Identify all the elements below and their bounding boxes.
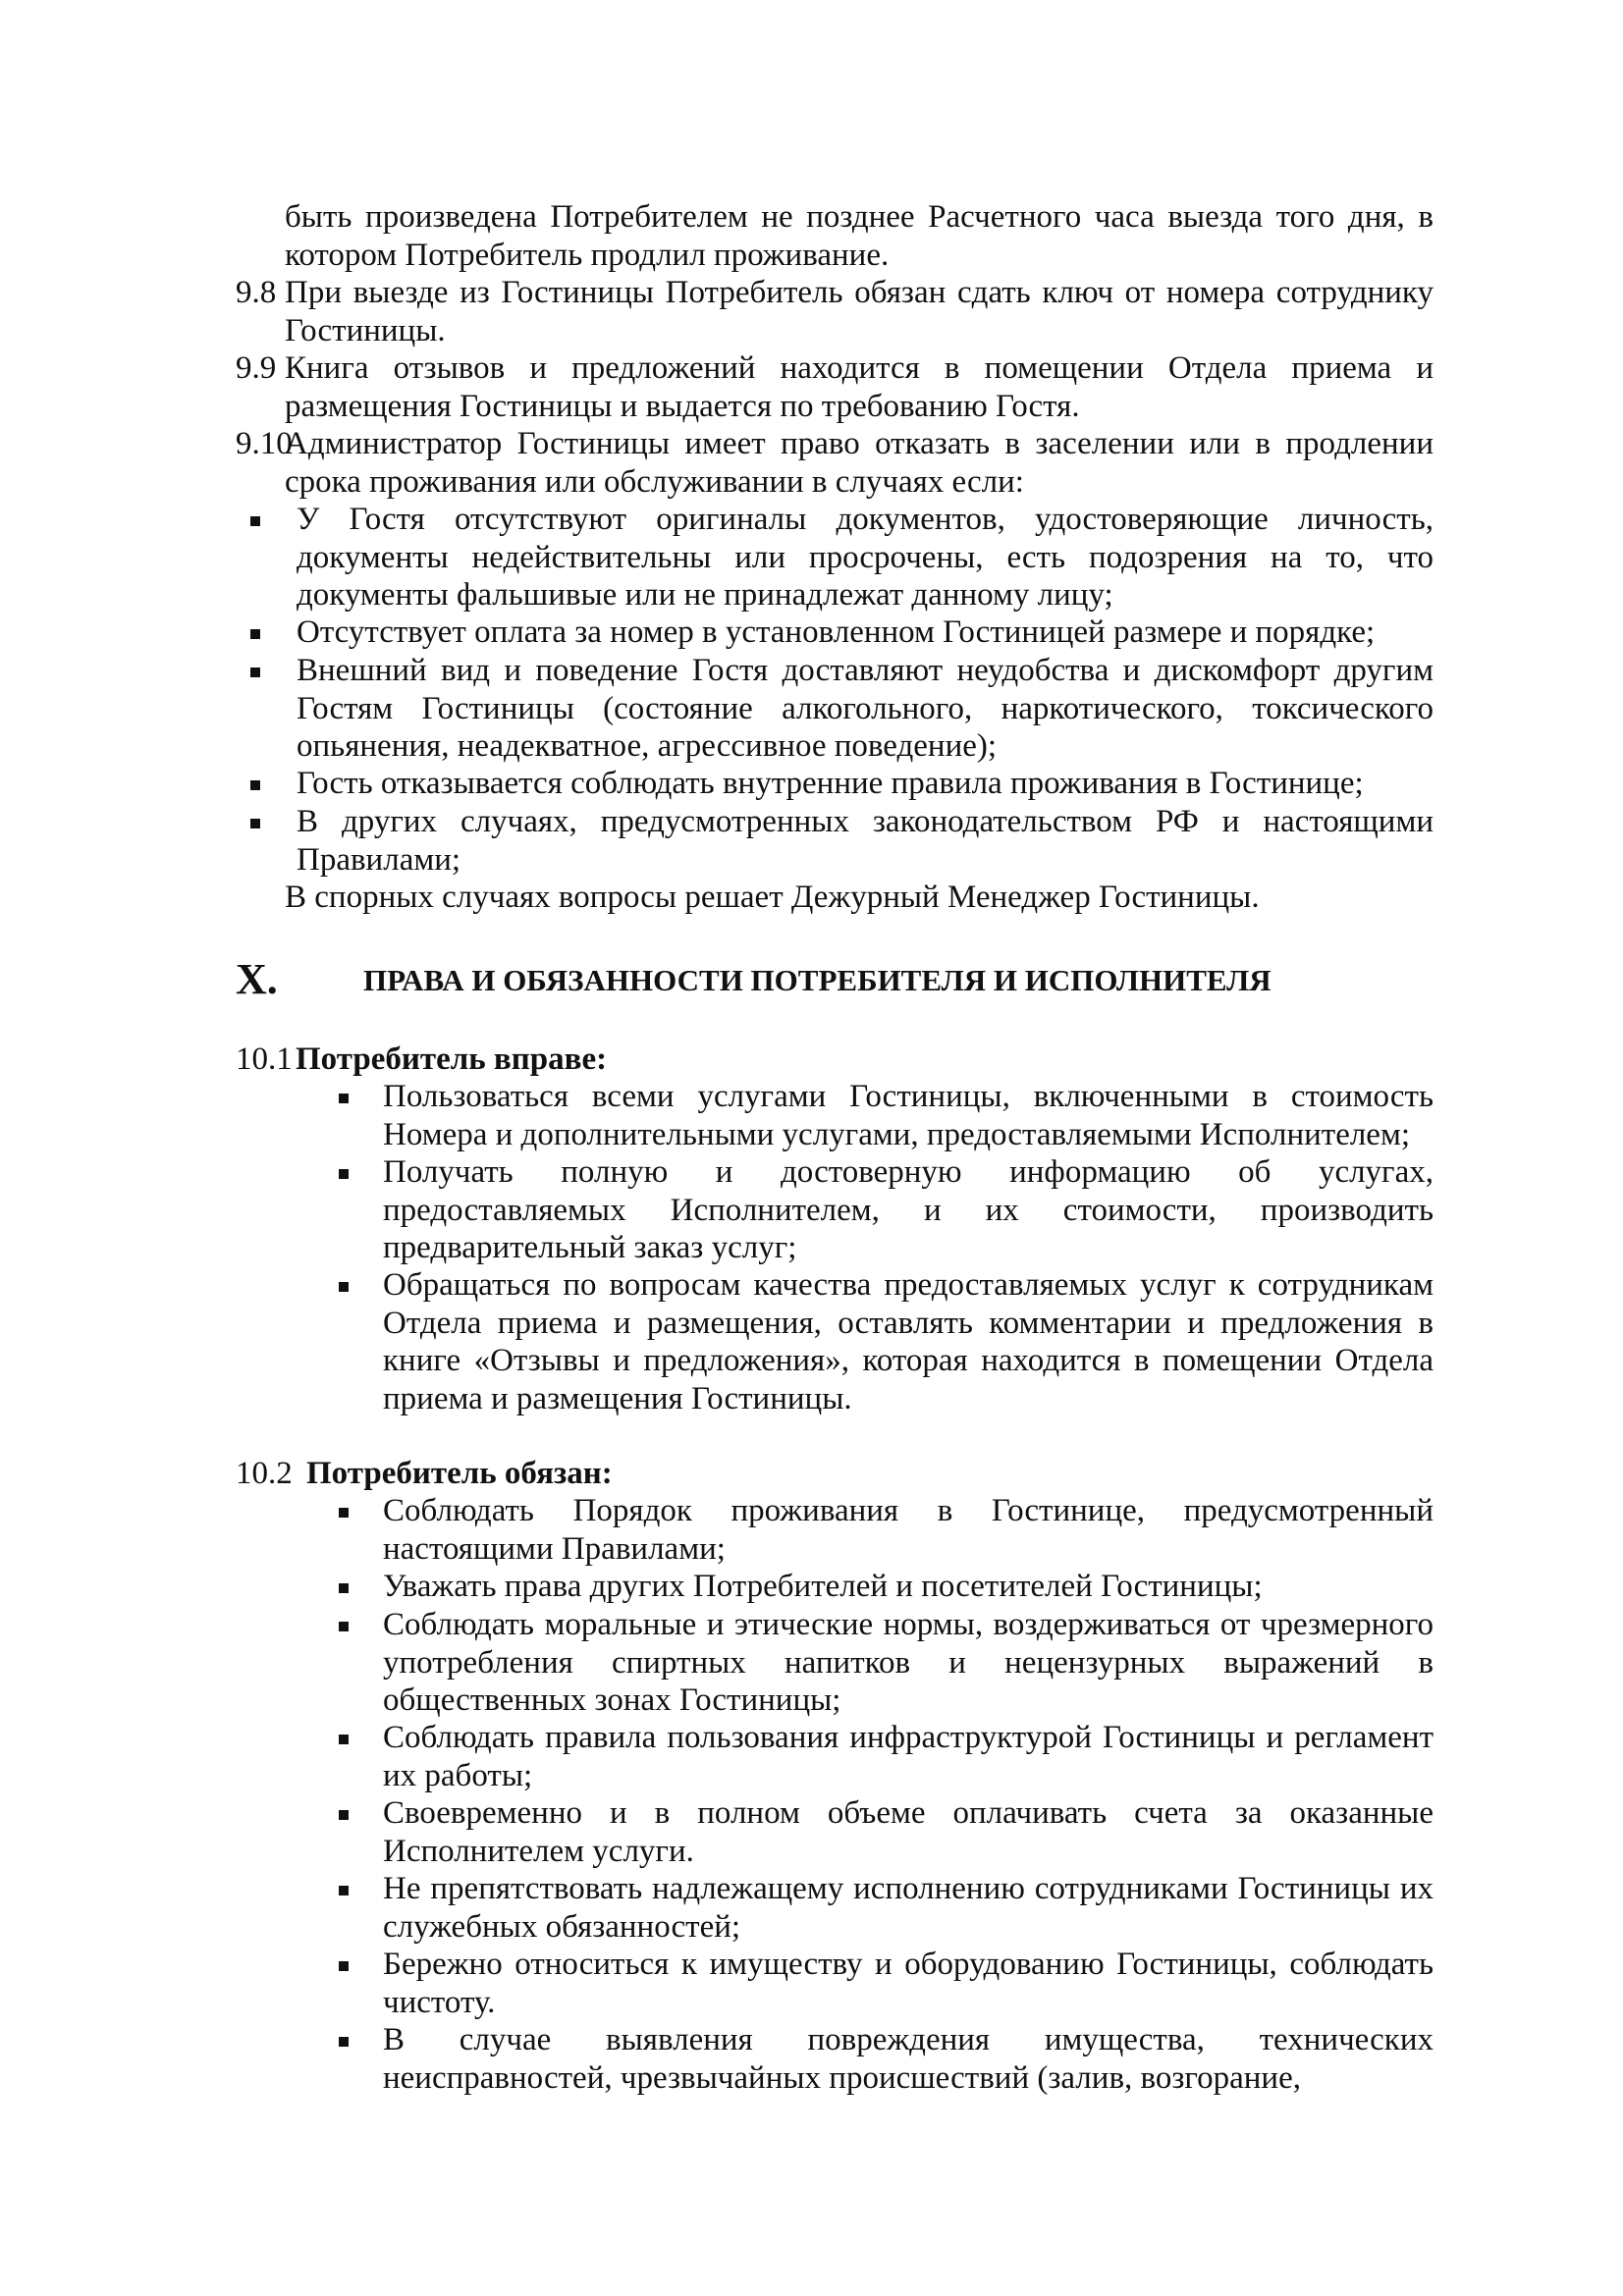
- item-number: 9.8: [236, 275, 277, 310]
- bullet-icon: [250, 516, 260, 526]
- list-item: Уважать права других Потребителей и посетителей Гостиницы;: [383, 1569, 1263, 1604]
- item-text: Книга отзывов и предложений находится в помещении Отдела приема и размещения Гостиницы и выдается по требованию Гостя.: [285, 350, 1434, 424]
- bullet-icon: [339, 1169, 349, 1179]
- bullet-icon: [250, 780, 260, 790]
- section-title: ПРАВА И ОБЯЗАННОСТИ ПОТРЕБИТЕЛЯ И ИСПОЛНИТЕЛЯ: [363, 963, 1271, 997]
- item-number: 10.2: [236, 1456, 293, 1491]
- bullet-icon: [339, 1735, 349, 1744]
- subsection-title: Потребитель обязан:: [306, 1456, 613, 1491]
- list-item: Пользоваться всеми услугами Гостиницы, включенными в стоимость Номера и дополнительными услугами, предоставляемыми Исполнителем;: [383, 1079, 1434, 1152]
- continuation-paragraph: быть произведена Потребителем не позднее Расчетного часа выезда того дня, в котором Потребитель продлил проживание.: [285, 199, 1434, 273]
- list-item: Обращаться по вопросам качества предоставляемых услуг к сотрудникам Отдела приема и размещения, оставлять комментарии и предложения в книге «Отзывы и предложения», которая находится в помещении Отдела приема и размещения Гостиницы.: [383, 1267, 1434, 1416]
- list-item: Соблюдать правила пользования инфраструктурой Гостиницы и регламент их работы;: [383, 1720, 1434, 1793]
- list-item: Внешний вид и поведение Гостя доставляют неудобства и дискомфорт другим Гостям Гостиницы (состояние алкогольного, наркотического, токсического опьянения, неадекватное, агрессивное поведение);: [297, 653, 1434, 764]
- bullet-icon: [339, 1508, 349, 1518]
- item-number: 10.1: [236, 1041, 293, 1077]
- list-item: В других случаях, предусмотренных законодательством РФ и настоящими Правилами;: [297, 804, 1434, 878]
- bullet-icon: [250, 667, 260, 677]
- bullet-icon: [250, 819, 260, 828]
- list-item: У Гостя отсутствуют оригиналы документов, удостоверяющие личность, документы недействительны или просрочены, есть подозрения на то, что документы фальшивые или не принадлежат данному лицу;: [297, 502, 1434, 613]
- item-number: 9.9: [236, 350, 277, 386]
- list-item: Гость отказывается соблюдать внутренние правила проживания в Гостинице;: [297, 766, 1364, 801]
- bullet-icon: [339, 1886, 349, 1896]
- bullet-icon: [339, 1810, 349, 1820]
- subsection-title: Потребитель вправе:: [296, 1041, 608, 1077]
- list-item: В случае выявления повреждения имущества, технических неисправностей, чрезвычайных происшествий (залив, возгорание,: [383, 2022, 1434, 2096]
- item-number: 9.10: [236, 426, 293, 461]
- bullet-icon: [339, 1282, 349, 1292]
- list-item: Отсутствует оплата за номер в установленном Гостиницей размере и порядке;: [297, 614, 1376, 650]
- bullet-icon: [339, 1622, 349, 1631]
- section-number: X.: [236, 955, 278, 1003]
- list-item: Бережно относиться к имуществу и оборудованию Гостиницы, соблюдать чистоту.: [383, 1947, 1434, 2020]
- list-item: Соблюдать моральные и этические нормы, воздерживаться от чрезмерного употребления спиртных напитков и нецензурных выражений в общественных зонах Гостиницы;: [383, 1607, 1434, 1718]
- item-text: При выезде из Гостиницы Потребитель обязан сдать ключ от номера сотруднику Гостиницы.: [285, 275, 1434, 348]
- list-item: Своевременно и в полном объеме оплачивать счета за оказанные Исполнителем услуги.: [383, 1795, 1434, 1869]
- bullet-icon: [250, 629, 260, 639]
- bullet-icon: [339, 1961, 349, 1971]
- list-item: Соблюдать Порядок проживания в Гостинице, предусмотренный настоящими Правилами;: [383, 1493, 1434, 1567]
- note-paragraph: В спорных случаях вопросы решает Дежурный Менеджер Гостиницы.: [285, 880, 1260, 915]
- bullet-icon: [339, 1583, 349, 1593]
- list-item: Не препятствовать надлежащему исполнению сотрудниками Гостиницы их служебных обязанностей;: [383, 1871, 1434, 1945]
- list-item: Получать полную и достоверную информацию об услугах, предоставляемых Исполнителем, и их стоимости, производить предварительный заказ услуг;: [383, 1154, 1434, 1265]
- bullet-icon: [339, 1094, 349, 1103]
- item-text: Администратор Гостиницы имеет право отказать в заселении или в продлении срока проживания или обслуживании в случаях если:: [285, 426, 1434, 500]
- bullet-icon: [339, 2037, 349, 2047]
